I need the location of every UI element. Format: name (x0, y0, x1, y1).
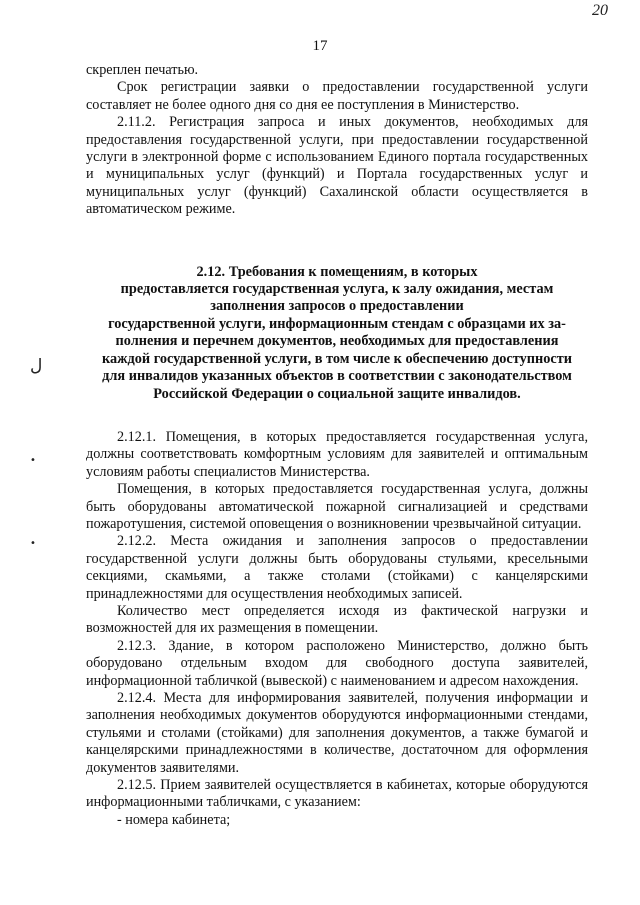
margin-dot-icon: • (30, 538, 36, 549)
paragraph: 2.11.2. Регистрация запроса и иных документов, необходимых для предоставления государственной услуги, при предоставлении государственной услуги в электронной форме с использованием Единого портала государственных и муниципальных услуг (функций) и Портала государственных услуг и муниципальных услуг (функций) Сахалинской области осуществляется в автоматическом режиме. (86, 114, 588, 218)
section-heading (86, 264, 588, 403)
paragraph: 2.12.5. Прием заявителей осуществляется в кабинетах, которые оборудуются информационными табличками, с указанием: (86, 777, 588, 811)
paragraph: - номера кабинета; (117, 811, 231, 828)
paragraph: 2.12.2. Места ожидания и заполнения запросов о предоставлении государственной услуги должны быть оборудованы стульями, кресельными секциями, скамьями, а также столами (стойками) с канцелярскими принадлежностями для осуществления необходимых записей. (86, 533, 588, 602)
paragraph: 2.12.4. Места для информирования заявителей, получения информации и заполнения необходимых документов оборудуются информационными стендами, стульями и столами (стойками) для заполнения документов, а также бумагой и канцелярскими принадлежностями в количестве, достаточном для оформления документов заявителями. (86, 690, 588, 776)
section-heading-line: заполнения запросов о предоставлении (210, 298, 464, 315)
section-heading-line: каждой государственной услуги, в том числе к обеспечению доступности (102, 350, 572, 367)
margin-dot-icon: • (30, 455, 36, 466)
section-heading-line: предоставляется государственная услуга, к залу ожидания, местам (120, 281, 554, 298)
section-heading-line: государственной услуги, информационным стендам с образцами их за- (108, 315, 566, 332)
section-heading-line: Российской Федерации о социальной защите инвалидов. (153, 385, 521, 402)
paragraph: скреплен печатью. (86, 62, 199, 78)
paragraph: Помещения, в которых предоставляется государственная услуга, должны быть оборудованы автоматической пожарной сигнализацией и средствами пожаротушения, системой оповещения о возникновении чрезвычайной ситуации. (86, 481, 588, 532)
section-heading-line: для инвалидов указанных объектов в соответствии с законодательством (102, 368, 572, 385)
handwritten-page-number: 20 (592, 2, 608, 19)
margin-pen-mark-icon: ﻝ (30, 356, 43, 376)
paragraph: 2.12.1. Помещения, в которых предоставляется государственная услуга, должны соответствовать комфортным условиям для заявителей и оптимальным условиям работы специалистов Министерства. (86, 428, 588, 480)
document-body (86, 62, 588, 829)
section-heading-line: полнения и перечнем документов, необходимых для предоставления (115, 333, 559, 350)
paragraph: Количество мест определяется исходя из фактической нагрузки и возможностей для их размещения в помещении. (86, 602, 588, 637)
page-number: 17 (312, 38, 328, 54)
paragraph: Срок регистрации заявки о предоставлении государственной услуги составляет не более одного дня со дня ее поступления в Министерство. (86, 79, 588, 113)
section-heading-line: 2.12. Требования к помещениям, в которых (196, 263, 478, 280)
paragraph: 2.12.3. Здание, в котором расположено Министерство, должно быть оборудовано отдельным входом для свободного доступа заявителей, информационной табличкой (вывеской) с наименованием и адресом нахождения. (86, 637, 588, 689)
